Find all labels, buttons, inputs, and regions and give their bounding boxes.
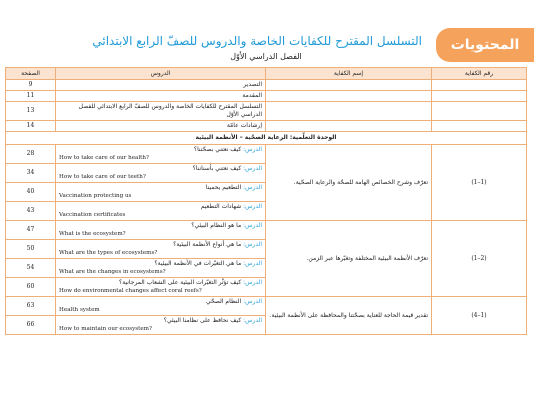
lesson-arabic <box>59 165 262 173</box>
header-lessons: الدروس <box>56 68 266 80</box>
page-number: 50 <box>6 240 56 259</box>
page-number: 11 <box>6 91 56 102</box>
lesson-arabic <box>59 222 262 230</box>
intro-title: التصدير <box>56 80 266 91</box>
lesson-cell <box>56 202 266 221</box>
lesson-arabic <box>59 298 262 306</box>
lesson-cell <box>56 221 266 240</box>
lesson-english-title: Vaccination protecting us <box>59 193 132 199</box>
lesson-english-title: How do environmental changes affect coral reefs? <box>59 288 202 294</box>
lesson-arabic <box>59 203 262 211</box>
lesson-english-title: Health system <box>59 307 100 313</box>
intro-row <box>6 91 527 102</box>
lesson-arabic <box>59 317 262 325</box>
lesson-keyword: الدرس: <box>243 260 262 267</box>
page-number: 13 <box>6 102 56 121</box>
page-number: 9 <box>6 80 56 91</box>
lesson-arabic-title: كيف نعتني بأسناننا؟ <box>192 165 242 172</box>
competency-name: تعرّف الأنظمة البيئية المختلفة وتغيّرها عبر الزمن. <box>266 221 432 297</box>
page-number: 54 <box>6 259 56 278</box>
lesson-arabic-title: النظام الصحّي <box>205 298 242 305</box>
lesson-arabic-title: التطعيم يحمينا <box>205 184 242 191</box>
lesson-english-title: How to take care of our teeth? <box>59 174 146 180</box>
page-subtitle: الفصل الدراسي الأوّل <box>230 52 302 61</box>
lesson-english-title: How to maintain our ecosystem? <box>59 326 152 332</box>
lesson-english-title: What are the changes in ecosystems? <box>59 269 166 275</box>
lesson-english-title: What are the types of ecosystems? <box>59 250 158 256</box>
page-number: 28 <box>6 145 56 164</box>
lesson-arabic <box>59 260 262 268</box>
lesson-row <box>6 145 527 164</box>
unit-row <box>6 132 527 145</box>
page-number: 14 <box>6 121 56 132</box>
page-number: 43 <box>6 202 56 221</box>
lesson-keyword: الدرس: <box>243 203 262 210</box>
intro-row <box>6 102 527 121</box>
lesson-english-title: Vaccination certificates <box>59 212 126 218</box>
page-number: 40 <box>6 183 56 202</box>
lesson-english-title: What is the ecosystem? <box>59 231 126 237</box>
competency-name: تعرّف وشرح الخصائص الهامة للصحّة والرعاية الصحّية. <box>266 145 432 221</box>
intro-row <box>6 121 527 132</box>
lesson-row <box>6 297 527 316</box>
competency-name: تقدير قيمة الحاجة للعناية بصحّتنا والمحافظة على الأنظمة البيئية. <box>266 297 432 335</box>
lesson-arabic <box>59 241 262 249</box>
lesson-cell <box>56 278 266 297</box>
contents-tab: المحتويات <box>436 28 534 62</box>
empty-cell <box>266 91 432 102</box>
page-number: 66 <box>6 316 56 335</box>
contents-table <box>5 67 527 335</box>
lesson-arabic <box>59 184 262 192</box>
intro-title: المقدمة <box>56 91 266 102</box>
page-number: 60 <box>6 278 56 297</box>
unit-title: الوحدة التعلّمية: الرعاية الصحّية – الأنظمة البيئية <box>6 132 527 145</box>
header-competency: إسم الكفاية <box>266 68 432 80</box>
competency-code: (4–1) <box>432 297 527 335</box>
intro-title: التسلسل المقترح للكفايات الخاصة والدروس للصفّ الرابع الابتدائي للفصل الدراسي الأوّل <box>56 102 266 121</box>
competency-code: (1–2) <box>432 221 527 297</box>
lesson-arabic <box>59 279 262 287</box>
lesson-arabic-title: شهادات التطعيم <box>200 203 242 210</box>
lesson-keyword: الدرس: <box>243 241 262 248</box>
lesson-arabic-title: ما هي أنواع الأنظمة البيئية؟ <box>173 241 242 248</box>
lesson-keyword: الدرس: <box>243 222 262 229</box>
header-page: الصفحة <box>6 68 56 80</box>
lesson-cell <box>56 316 266 335</box>
lesson-arabic-title: ما هو النظام البيئي؟ <box>191 222 242 229</box>
lesson-row <box>6 221 527 240</box>
lesson-keyword: الدرس: <box>243 146 262 153</box>
lesson-cell <box>56 297 266 316</box>
lesson-arabic <box>59 146 262 154</box>
competency-code: (1–1) <box>432 145 527 221</box>
lesson-cell <box>56 259 266 278</box>
lesson-keyword: الدرس: <box>243 165 262 172</box>
page-number: 34 <box>6 164 56 183</box>
lesson-keyword: الدرس: <box>243 184 262 191</box>
page-number: 63 <box>6 297 56 316</box>
lesson-arabic-title: كيف نحافظ على نظامنا البيئي؟ <box>163 317 242 324</box>
lesson-arabic-title: كيف نعتني بصحّتنا؟ <box>193 146 242 153</box>
empty-cell <box>432 80 527 91</box>
intro-title: إرشادات عامّة <box>56 121 266 132</box>
empty-cell <box>432 102 527 121</box>
lesson-keyword: الدرس: <box>243 298 262 305</box>
lesson-arabic-title: ما هي التغيّرات في الأنظمة البيئية؟ <box>154 260 242 267</box>
lesson-keyword: الدرس: <box>243 279 262 286</box>
lesson-cell <box>56 183 266 202</box>
empty-cell <box>266 121 432 132</box>
lesson-arabic-title: كيف تؤثّر التغيّرات البيئية على الشعاب المرجانية؟ <box>119 279 242 286</box>
empty-cell <box>432 121 527 132</box>
lesson-keyword: الدرس: <box>243 317 262 324</box>
lesson-cell <box>56 164 266 183</box>
empty-cell <box>432 91 527 102</box>
lesson-english-title: How to take care of our health? <box>59 155 150 161</box>
empty-cell <box>266 102 432 121</box>
intro-row <box>6 80 527 91</box>
lesson-cell <box>56 145 266 164</box>
lesson-cell <box>56 240 266 259</box>
table-header-row <box>6 68 527 80</box>
empty-cell <box>266 80 432 91</box>
page-title: التسلسل المقترح للكفايات الخاصة والدروس للصفّ الرابع الابتدائي <box>92 34 422 48</box>
page-number: 47 <box>6 221 56 240</box>
header-code: رقم الكفاية <box>432 68 527 80</box>
